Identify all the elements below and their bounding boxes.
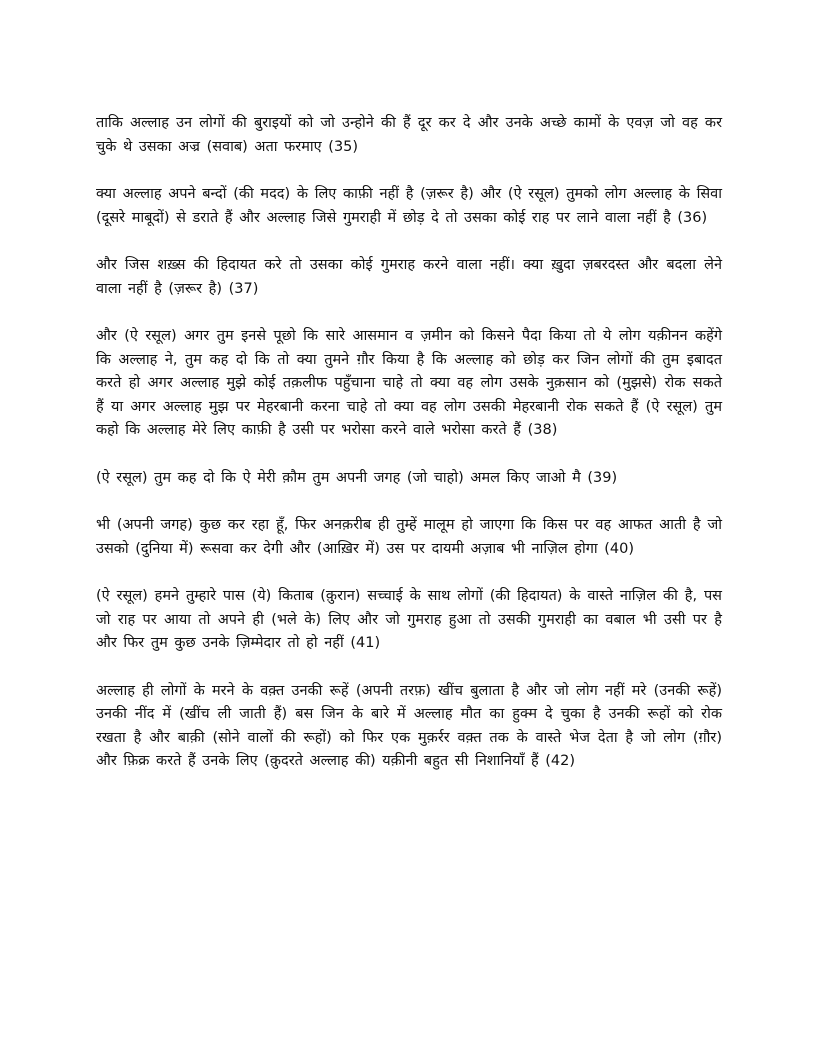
paragraph-verse-38: और (ऐ रसूल) अगर तुम इनसे पूछो कि सारे आसमान व ज़मीन को किसने पैदा किया तो ये लोग यक़ीनन कहेंगे कि अल्लाह ने, तुम कह दो कि तो क्या तुमने ग़ौर किया है कि अल्लाह को छोड़ कर जिन लोगों की तुम इबादत करते हो अगर अल्लाह मुझे कोई तक़लीफ पहुँचाना चाहे तो क्या वह लोग उसके नुक़सान को (मुझसे) रोक सकते हैं या अगर अल्लाह मुझ पर मेहरबानी करना चाहे तो क्या वह लोग उसकी मेहरबानी रोक सकते हैं (ऐ रसूल) तुम कहो कि अल्लाह मेरे लिए काफ़ी है उसी पर भरोसा करने वाले भरोसा करते हैं (38) [96,328,722,438]
document-page [96,112,722,798]
paragraph-verse-40: भी (अपनी जगह) कुछ कर रहा हूँ, फिर अनक़रीब ही तुम्हें मालूम हो जाएगा कि किस पर वह आफत आती है जो उसको (दुनिया में) रूसवा कर देगी और (आख़िर में) उस पर दायमी अज़ाब भी नाज़िल होगा (40) [96,517,722,557]
paragraph-verse-39: (ऐ रसूल) तुम कह दो कि ऐ मेरी क़ौम तुम अपनी जगह (जो चाहो) अमल किए जाओ मै (39) [96,469,618,486]
paragraph-verse-41: (ऐ रसूल) हमने तुम्हारे पास (ये) किताब (क़ुरान) सच्चाई के साथ लोगों (की हिदायत) के वास्ते नाज़िल की है, पस जो राह पर आया तो अपने ही (भले के) लिए और जो गुमराह हुआ तो उसकी गुमराही का वबाल भी उसी पर है और फिर तुम कुछ उनके ज़िम्मेदार तो हो नहीं (41) [96,588,722,651]
paragraph-verse-42: अल्लाह ही लोगों के मरने के वक़्त उनकी रूहें (अपनी तरफ़) खींच बुलाता है और जो लोग नहीं मरे (उनकी रूहें) उनकी नींद में (खींच ली जाती हैं) बस जिन के बारे में अल्लाह मौत का हुक्म दे चुका है उनकी रूहों को रोक रखता है और बाक़ी (सोने वालों की रूहों) को फिर एक मुक़र्रर वक़्त तक के वास्ते भेज देता है जो लोग (ग़ौर) और फ़िक्र करते हैं उनके लिए (क़ुदरते अल्लाह की) यक़ीनी बहुत सी निशानियाँ हैं (42) [96,682,722,769]
paragraph-verse-35: ताकि अल्लाह उन लोगों की बुराइयों को जो उन्होने की हैं दूर कर दे और उनके अच्छे कामों के एवज़ जो वह कर चुके थे उसका अज्र (सवाब) अता फरमाए (35) [96,115,722,155]
paragraph-verse-36: क्या अल्लाह अपने बन्दों (की मदद) के लिए काफ़ी नहीं है (ज़रूर है) और (ऐ रसूल) तुमको लोग अल्लाह के सिवा (दूसरे माबूदों) से डराते हैं और अल्लाह जिसे गुमराही में छोड़ दे तो उसका कोई राह पर लाने वाला नहीं है (36) [96,186,722,226]
paragraph-verse-37: और जिस शख़्स की हिदायत करे तो उसका कोई गुमराह करने वाला नहीं। क्या ख़ुदा ज़बरदस्त और बदला लेने वाला नहीं है (ज़रूर है) (37) [96,257,722,297]
